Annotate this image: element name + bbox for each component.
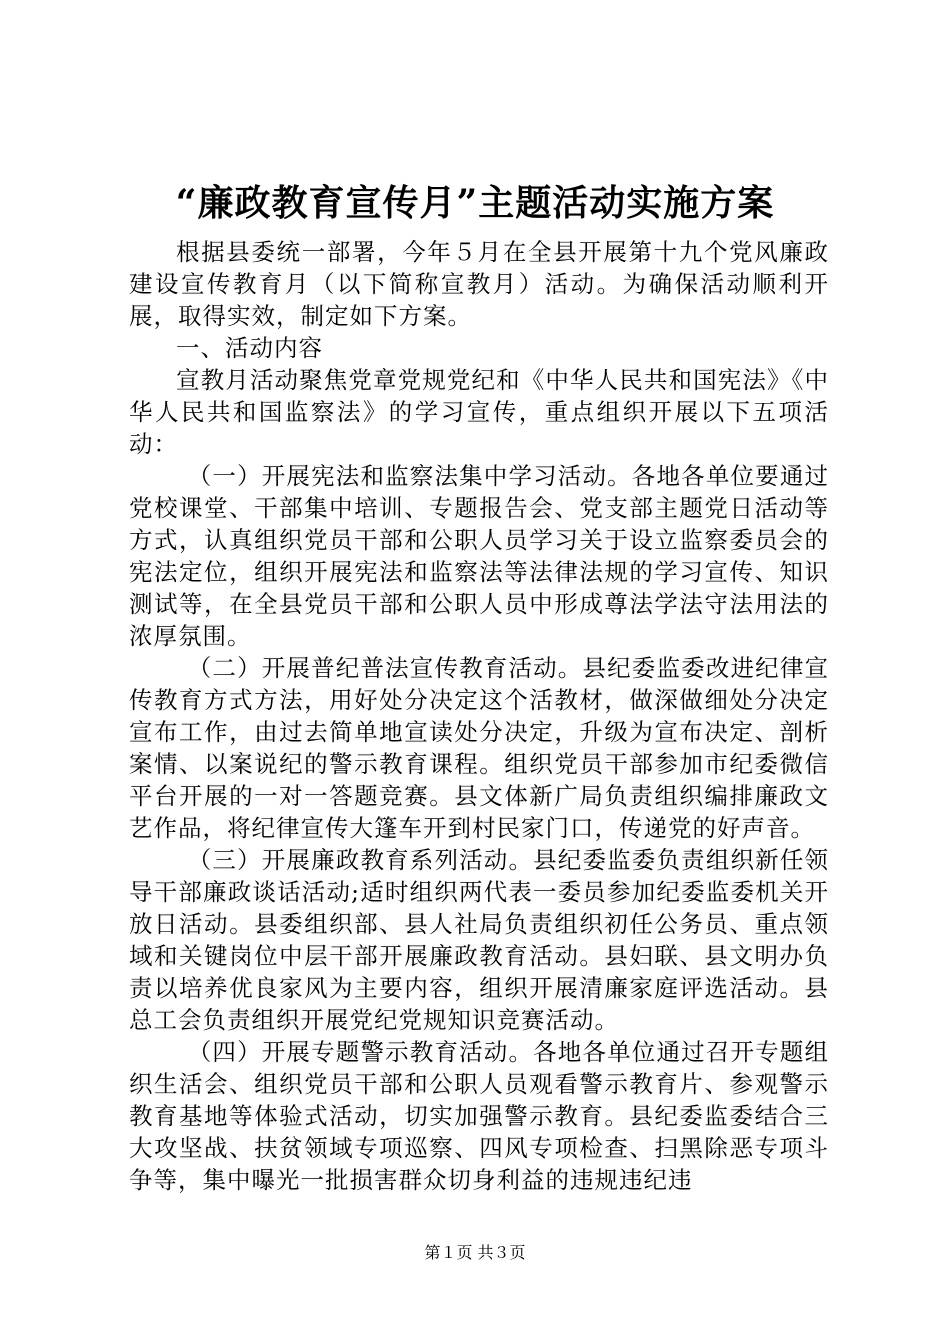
section-heading: 一、活动内容 bbox=[176, 334, 323, 362]
item-paragraph-1: （一）开展宪法和监察法集中学习活动。各地各单位要通过党校课堂、干部集中培训、专题报告会、党支部主题党日活动等方式，认真组织党员干部和公职人员学习关于设立监察委员会的宪法定位，组织开展宪法和监察法等法律法规的学习宣传、知识测试等，在全县党员干部和公职人员中形成尊法学法守法用法的浓厚氛围。 bbox=[129, 462, 829, 650]
item-paragraph-2: （二）开展普纪普法宣传教育活动。县纪委监委改进纪律宣传教育方式方法，用好处分决定这个活教材，做深做细处分决定宣布工作，由过去简单地宣读处分决定，升级为宣布决定、剖析案情、以案说纪的警示教育课程。组织党员干部参加市纪委微信平台开展的一对一答题竞赛。县文体新广局负责组织编排廉政文艺作品，将纪律宣传大篷车开到村民家门口，传递党的好声音。 bbox=[129, 654, 829, 842]
page-number-footer: 第１页 共３页 bbox=[424, 1243, 526, 1262]
item-paragraph-3: （三）开展廉政教育系列活动。县纪委监委负责组织新任领导干部廉政谈话活动;适时组织两代表一委员参加纪委监委机关开放日活动。县委组织部、县人社局负责组织初任公务员、重点领域和关键岗位中层干部开展廉政教育活动。县妇联、县文明办负责以培养优良家风为主要内容，组织开展清廉家庭评选活动。县总工会负责组织开展党纪党规知识竞赛活动。 bbox=[129, 846, 829, 1034]
intro-paragraph: 根据县委统一部署，今年５月在全县开展第十九个党风廉政建设宣传教育月（以下简称宣教月）活动。为确保活动顺利开展，取得实效，制定如下方案。 bbox=[129, 238, 829, 330]
item-paragraph-4: （四）开展专题警示教育活动。各地各单位通过召开专题组织生活会、组织党员干部和公职人员观看警示教育片、参观警示教育基地等体验式活动，切实加强警示教育。县纪委监委结合三大攻坚战、扶贫领域专项巡察、四风专项检查、扫黑除恶专项斗争等，集中曝光一批损害群众切身利益的违规违纪违 bbox=[129, 1038, 829, 1194]
document-title: “廉政教育宣传月”主题活动实施方案 bbox=[175, 182, 775, 224]
body-paragraph: 宣教月活动聚焦党章党规党纪和《中华人民共和国宪法》《中华人民共和国监察法》的学习宣传，重点组织开展以下五项活动： bbox=[129, 366, 829, 458]
document-body bbox=[129, 236, 829, 1196]
